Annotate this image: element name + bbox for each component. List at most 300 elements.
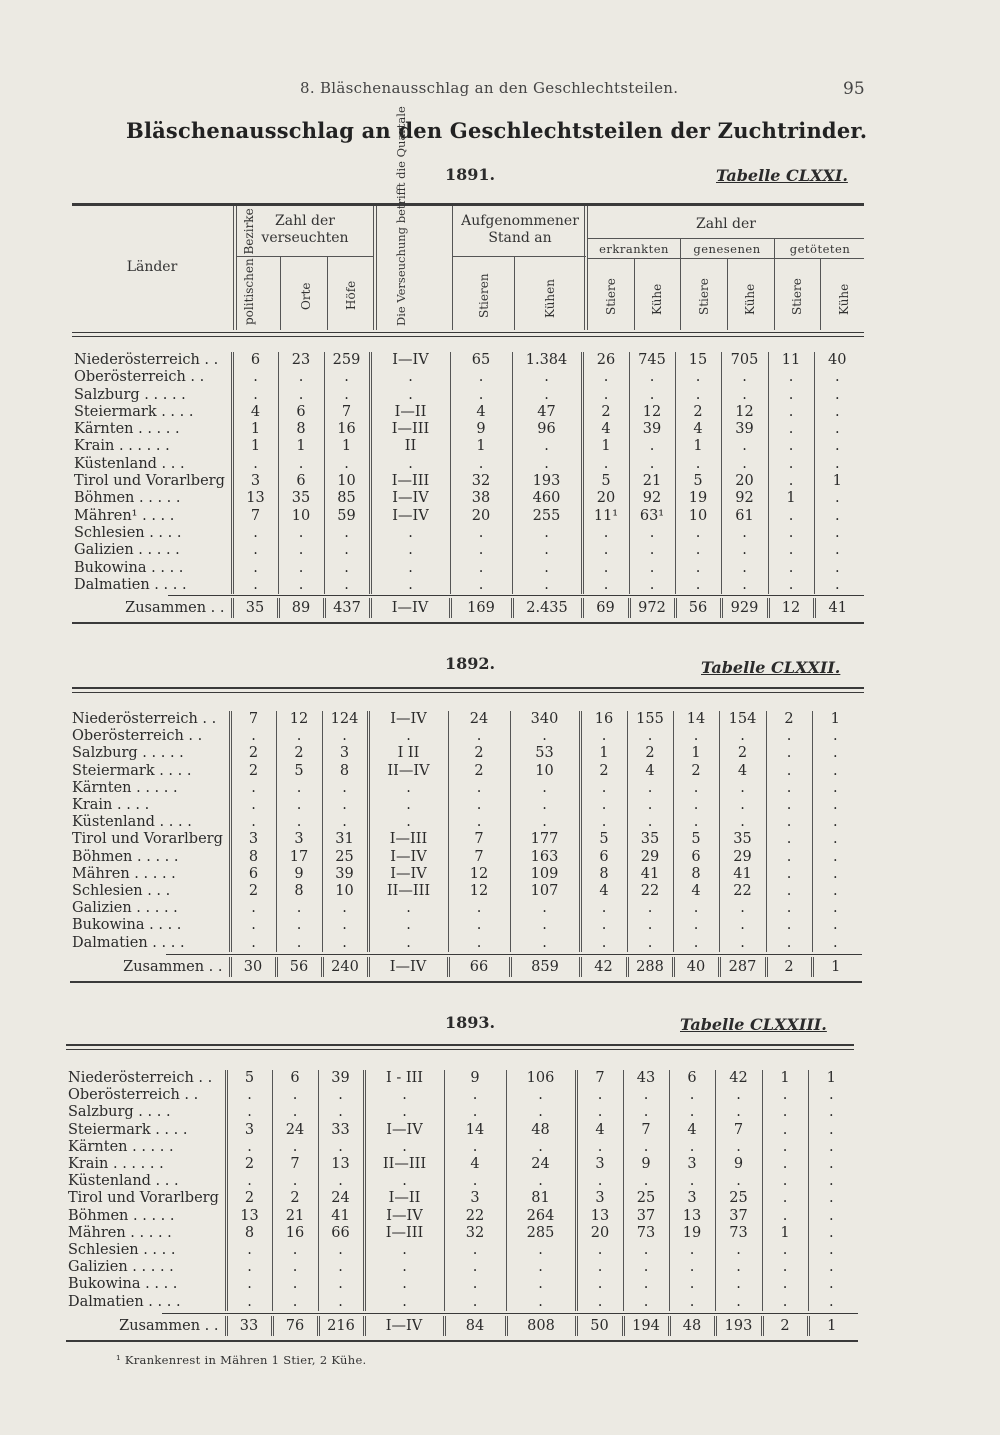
table-cell: . [368, 935, 448, 952]
total-cell: 41 [814, 598, 860, 618]
row-label: Steiermark . . . . [72, 762, 192, 779]
table-cell: . [762, 1242, 808, 1259]
table-cell: . [627, 797, 673, 814]
table-cell: 7 [715, 1122, 762, 1139]
table-cell: . [226, 1104, 272, 1121]
table-cell: 9 [623, 1156, 669, 1173]
row-label: Bukowina . . . . [72, 917, 182, 934]
table-cell: . [272, 1087, 318, 1104]
row-label: Tirol und Vorarlberg [72, 831, 223, 848]
table-cell: . [675, 387, 721, 404]
row-label: Schlesien . . . . [68, 1242, 176, 1259]
total-cell: I—IV [364, 1316, 444, 1336]
table-cell: 5 [580, 831, 627, 848]
table-cell: . [322, 797, 368, 814]
table-cell: . [450, 387, 512, 404]
table-cell: . [450, 577, 512, 594]
table-cell: . [278, 577, 324, 594]
table-cell: . [814, 404, 860, 421]
row-label: Böhmen . . . . . [68, 1207, 175, 1224]
row-label: Salzburg . . . . . [72, 745, 184, 762]
header-genesenen: genesenen [693, 242, 761, 256]
table-cell: . [627, 917, 673, 934]
table-cell: . [623, 1139, 669, 1156]
table-row [66, 1294, 854, 1311]
total-cell: I—IV [368, 957, 448, 977]
table-cell: . [370, 542, 450, 559]
row-label: Bukowina . . . . [68, 1276, 178, 1293]
table-cell: 24 [318, 1190, 364, 1207]
table-cell: 42 [715, 1070, 762, 1087]
table-row [72, 542, 860, 559]
table-cell: 24 [448, 711, 510, 728]
table-cell: . [762, 1190, 808, 1207]
total-cell: 216 [318, 1316, 364, 1336]
table-cell: . [232, 525, 278, 542]
table-cell: 193 [512, 473, 582, 490]
table-cell: . [512, 387, 582, 404]
table-cell: 4 [582, 421, 629, 438]
total-label: Zusammen . . [123, 959, 223, 975]
table-cell: . [278, 369, 324, 386]
table-cell: 8 [226, 1225, 272, 1242]
table-cell: 124 [322, 711, 368, 728]
table-cell: . [368, 900, 448, 917]
table-cell: . [814, 438, 860, 455]
table-cell: 8 [278, 421, 324, 438]
table-cell: 4 [576, 1122, 623, 1139]
table-cell: . [232, 456, 278, 473]
table-cell: . [669, 1294, 715, 1311]
table-cell: . [762, 1122, 808, 1139]
table-cell: 255 [512, 508, 582, 525]
table-bottom-rule [72, 622, 864, 624]
table-cell: . [762, 1139, 808, 1156]
table-cell: 106 [506, 1070, 576, 1087]
table-cell: . [715, 1139, 762, 1156]
row-label: Böhmen . . . . . [72, 848, 179, 865]
table-cell: . [444, 1276, 506, 1293]
table-cell: . [510, 935, 580, 952]
table-cell: . [318, 1139, 364, 1156]
table-cell: . [230, 780, 276, 797]
table-cell: . [450, 525, 512, 542]
table-cell: . [766, 917, 812, 934]
table-cell: . [582, 387, 629, 404]
table-cell: . [276, 814, 322, 831]
table-cell: 6 [580, 849, 627, 866]
row-label: Küstenland . . . [74, 455, 185, 472]
row-label: Oberösterreich . . [74, 369, 205, 386]
table-cell: 4 [719, 763, 766, 780]
table-cell: . [627, 814, 673, 831]
table-cell: . [814, 421, 860, 438]
total-cell: 33 [226, 1316, 272, 1336]
total-cell: 1 [808, 1316, 854, 1336]
table-cell: . [448, 728, 510, 745]
table-cell: . [444, 1173, 506, 1190]
table-cell: . [364, 1139, 444, 1156]
table-cell: . [580, 797, 627, 814]
table-cell: 6 [673, 849, 719, 866]
table-cell: . [812, 935, 858, 952]
table-cell: 7 [448, 849, 510, 866]
table-cell: . [808, 1259, 854, 1276]
table-cell: . [318, 1276, 364, 1293]
table-cell: . [669, 1276, 715, 1293]
table-cell: 25 [322, 849, 368, 866]
table-cell: . [762, 1173, 808, 1190]
table-cell: I—IV [370, 508, 450, 525]
table-cell: 3 [230, 831, 276, 848]
table-cell: . [673, 917, 719, 934]
table-cell: . [715, 1259, 762, 1276]
table-cell: . [510, 728, 580, 745]
table-cell: . [324, 560, 370, 577]
table-cell: . [370, 369, 450, 386]
table-cell: 1 [232, 421, 278, 438]
table-cell: 2 [230, 745, 276, 762]
table-cell: . [768, 473, 814, 490]
header-genesen-kuehe: Kühe [743, 283, 757, 315]
table-cell: . [762, 1156, 808, 1173]
table-cell: 1.384 [512, 352, 582, 369]
row-label: Krain . . . . . . [68, 1156, 164, 1173]
table-cell: 3 [444, 1190, 506, 1207]
table-cell: . [370, 560, 450, 577]
header-verseuchung: Die Verseuchung betrifft die Quartale [394, 106, 408, 326]
row-label: Bukowina . . . . [74, 559, 184, 576]
table-cell: 73 [623, 1225, 669, 1242]
table-cell: 3 [576, 1156, 623, 1173]
table-cell: 259 [324, 352, 370, 369]
table-cell: 20 [721, 473, 768, 490]
row-label: Oberösterreich . . [68, 1087, 199, 1104]
table-cell: 8 [230, 849, 276, 866]
table-cell: . [812, 763, 858, 780]
table-row [70, 900, 858, 917]
table-cell: . [226, 1173, 272, 1190]
table-cell: . [512, 369, 582, 386]
table-cell: . [368, 797, 448, 814]
table-cell: . [506, 1104, 576, 1121]
table-cell: 7 [448, 831, 510, 848]
header-divider [327, 256, 328, 330]
table-cell: . [512, 456, 582, 473]
table-cell: . [450, 542, 512, 559]
table-cell: 2 [448, 745, 510, 762]
table-cell: 20 [576, 1225, 623, 1242]
table-cell: . [808, 1122, 854, 1139]
table-cell: 163 [510, 849, 580, 866]
table-cell: . [629, 456, 675, 473]
table-cell: . [318, 1173, 364, 1190]
total-cell: 437 [324, 598, 370, 618]
total-cell: 56 [276, 957, 322, 977]
table-cell: . [448, 780, 510, 797]
table-cell: . [576, 1242, 623, 1259]
table-cell: . [669, 1173, 715, 1190]
table-cell: . [230, 900, 276, 917]
table-cell: . [506, 1173, 576, 1190]
table-row [72, 421, 860, 438]
table-cell: . [580, 900, 627, 917]
table-cell: 6 [230, 866, 276, 883]
table-cell: . [450, 456, 512, 473]
table-cell: 154 [719, 711, 766, 728]
table-cell: . [364, 1173, 444, 1190]
table-cell: 1 [675, 438, 721, 455]
table-cell: 11¹ [582, 508, 629, 525]
table-cell: 2 [582, 404, 629, 421]
table-cell: . [278, 387, 324, 404]
total-rule [162, 1313, 858, 1314]
table-cell: . [272, 1104, 318, 1121]
table-cell: . [808, 1173, 854, 1190]
table-cell: 13 [226, 1208, 272, 1225]
table-row [66, 1104, 854, 1121]
table-cell: 35 [627, 831, 673, 848]
table-cell: . [444, 1104, 506, 1121]
table-cell: . [814, 542, 860, 559]
table-cell: . [721, 560, 768, 577]
table-cell: 5 [673, 831, 719, 848]
table-cell: 20 [582, 490, 629, 507]
table-cell: 5 [582, 473, 629, 490]
header-top-rule [72, 203, 864, 206]
table-cell: 31 [322, 831, 368, 848]
table-cell: 22 [627, 883, 673, 900]
total-table-2 [66, 1316, 854, 1336]
table-row [66, 1276, 854, 1293]
table-cell: . [364, 1087, 444, 1104]
table-cell: 4 [444, 1156, 506, 1173]
table-cell: . [669, 1259, 715, 1276]
table-cell: . [278, 525, 324, 542]
table-cell: . [232, 560, 278, 577]
table-cell: . [512, 542, 582, 559]
table-cell: 92 [629, 490, 675, 507]
table-cell: 22 [444, 1208, 506, 1225]
table-cell: 7 [623, 1122, 669, 1139]
table-cell: 10 [675, 508, 721, 525]
table-cell: 4 [675, 421, 721, 438]
table-cell: 2 [230, 763, 276, 780]
table-cell: 25 [623, 1190, 669, 1207]
data-table-2 [66, 1070, 854, 1311]
table-cell: 47 [512, 404, 582, 421]
table-cell: . [719, 814, 766, 831]
table-cell: . [812, 849, 858, 866]
table-cell: . [226, 1294, 272, 1311]
table-cell: . [675, 577, 721, 594]
table-cell: 264 [506, 1208, 576, 1225]
table-row [66, 1225, 854, 1242]
table-cell: . [629, 387, 675, 404]
table-cell: . [364, 1242, 444, 1259]
row-label: Galizien . . . . . [74, 542, 180, 559]
table-cell: . [673, 935, 719, 952]
table-cell: . [278, 542, 324, 559]
table-cell: 40 [814, 352, 860, 369]
table-cell: 3 [576, 1190, 623, 1207]
table-cell: 65 [450, 352, 512, 369]
table-cell: . [324, 456, 370, 473]
header-divider [514, 256, 515, 330]
header-erkrankt-kuehe: Kühe [650, 283, 664, 315]
table-cell: . [721, 438, 768, 455]
total-cell: 169 [450, 598, 512, 618]
table-cell: I - III [364, 1070, 444, 1087]
header-zahl-verseuchten: Zahl der verseuchten [261, 213, 349, 246]
table-cell: 460 [512, 490, 582, 507]
table-row [70, 849, 858, 866]
row-label: Kärnten . . . . . [72, 779, 178, 796]
table-top-rule-1893 [66, 1044, 854, 1046]
table-cell: 10 [278, 508, 324, 525]
table-cell: . [629, 369, 675, 386]
header-subline [587, 238, 864, 239]
table-cell: 6 [278, 473, 324, 490]
table-cell: 32 [444, 1225, 506, 1242]
table-cell: . [673, 900, 719, 917]
table-cell: . [324, 369, 370, 386]
table-cell: 26 [582, 352, 629, 369]
header-getoetet-kuehe: Kühe [837, 283, 851, 315]
table-row [70, 935, 858, 952]
table-cell: 3 [276, 831, 322, 848]
total-label: Zusammen . . [125, 600, 225, 616]
table-cell: . [768, 404, 814, 421]
table-cell: . [808, 1190, 854, 1207]
table-cell: . [448, 900, 510, 917]
table-cell: 61 [721, 508, 768, 525]
table-cell: . [444, 1294, 506, 1311]
table-row [72, 387, 860, 404]
table-cell: 16 [272, 1225, 318, 1242]
table-cell: . [512, 525, 582, 542]
header-divider [376, 206, 377, 330]
table-cell: . [768, 542, 814, 559]
table-cell: . [322, 900, 368, 917]
table-cell: . [673, 814, 719, 831]
table-cell: . [272, 1294, 318, 1311]
table-cell: I—IV [368, 711, 448, 728]
total-cell: 808 [506, 1316, 576, 1336]
table-cell: 63¹ [629, 508, 675, 525]
table-cell: . [766, 866, 812, 883]
table-cell: . [276, 780, 322, 797]
table-cell: . [762, 1104, 808, 1121]
table-cell: . [808, 1087, 854, 1104]
table-cell: 39 [721, 421, 768, 438]
running-head: 8. Bläschenausschlag an den Geschlechtsteilen. [300, 79, 679, 97]
table-cell: . [814, 490, 860, 507]
row-label: Tirol und Vorarlberg [68, 1190, 219, 1207]
table-cell: . [721, 387, 768, 404]
table-cell: . [715, 1104, 762, 1121]
header-divider [774, 238, 775, 330]
table-cell: . [226, 1259, 272, 1276]
table-cell: . [276, 797, 322, 814]
table-row [70, 831, 858, 848]
table-cell: . [510, 917, 580, 934]
table-cell: 12 [448, 866, 510, 883]
table-cell: 1 [673, 745, 719, 762]
table-cell: 1 [450, 438, 512, 455]
table-row [72, 352, 860, 369]
table-cell: . [322, 780, 368, 797]
total-table-0 [72, 598, 860, 618]
table-cell: 29 [719, 849, 766, 866]
row-label: Kärnten . . . . . [74, 421, 180, 438]
table-cell: . [368, 728, 448, 745]
table-cell: 41 [719, 866, 766, 883]
table-cell: . [576, 1276, 623, 1293]
table-top-rule-1892 [72, 687, 864, 689]
table-cell: . [272, 1173, 318, 1190]
row-label: Niederösterreich . . [74, 352, 219, 368]
total-cell: 929 [721, 598, 768, 618]
table-cell: . [506, 1294, 576, 1311]
table-cell: . [719, 797, 766, 814]
total-cell: 972 [629, 598, 675, 618]
table-cell: . [808, 1208, 854, 1225]
table-row [70, 797, 858, 814]
header-divider [452, 206, 453, 330]
table-cell: . [582, 525, 629, 542]
row-label: Salzburg . . . . [68, 1104, 171, 1121]
table-cell: I—II [370, 404, 450, 421]
table-cell: 7 [272, 1156, 318, 1173]
table-cell: 39 [318, 1070, 364, 1087]
table-cell: . [318, 1242, 364, 1259]
table-cell: . [322, 917, 368, 934]
table-row [72, 525, 860, 542]
table-cell: . [766, 935, 812, 952]
header-divider [680, 238, 681, 330]
total-cell: 76 [272, 1316, 318, 1336]
table-row [66, 1173, 854, 1190]
table-cell: 41 [318, 1208, 364, 1225]
table-cell: . [448, 814, 510, 831]
total-row [66, 1316, 854, 1336]
table-cell: 9 [450, 421, 512, 438]
table-cell: . [512, 438, 582, 455]
table-cell: 1 [812, 711, 858, 728]
table-cell: 10 [324, 473, 370, 490]
header-divider [727, 258, 728, 330]
table-cell: . [768, 577, 814, 594]
row-label: Küstenland . . . [68, 1173, 179, 1190]
table-row [66, 1070, 854, 1087]
table-cell: 19 [675, 490, 721, 507]
table-cell: 5 [675, 473, 721, 490]
table-cell: . [719, 917, 766, 934]
table-cell: 96 [512, 421, 582, 438]
table-cell: . [629, 577, 675, 594]
table-cell: . [766, 745, 812, 762]
table-cell: . [580, 728, 627, 745]
table-row [66, 1208, 854, 1225]
table-cell: 1 [762, 1225, 808, 1242]
table-cell: . [276, 728, 322, 745]
row-label: Oberösterreich . . [72, 728, 203, 745]
total-cell: 12 [768, 598, 814, 618]
table-row [70, 780, 858, 797]
table-cell: . [623, 1294, 669, 1311]
table-cell: . [276, 935, 322, 952]
